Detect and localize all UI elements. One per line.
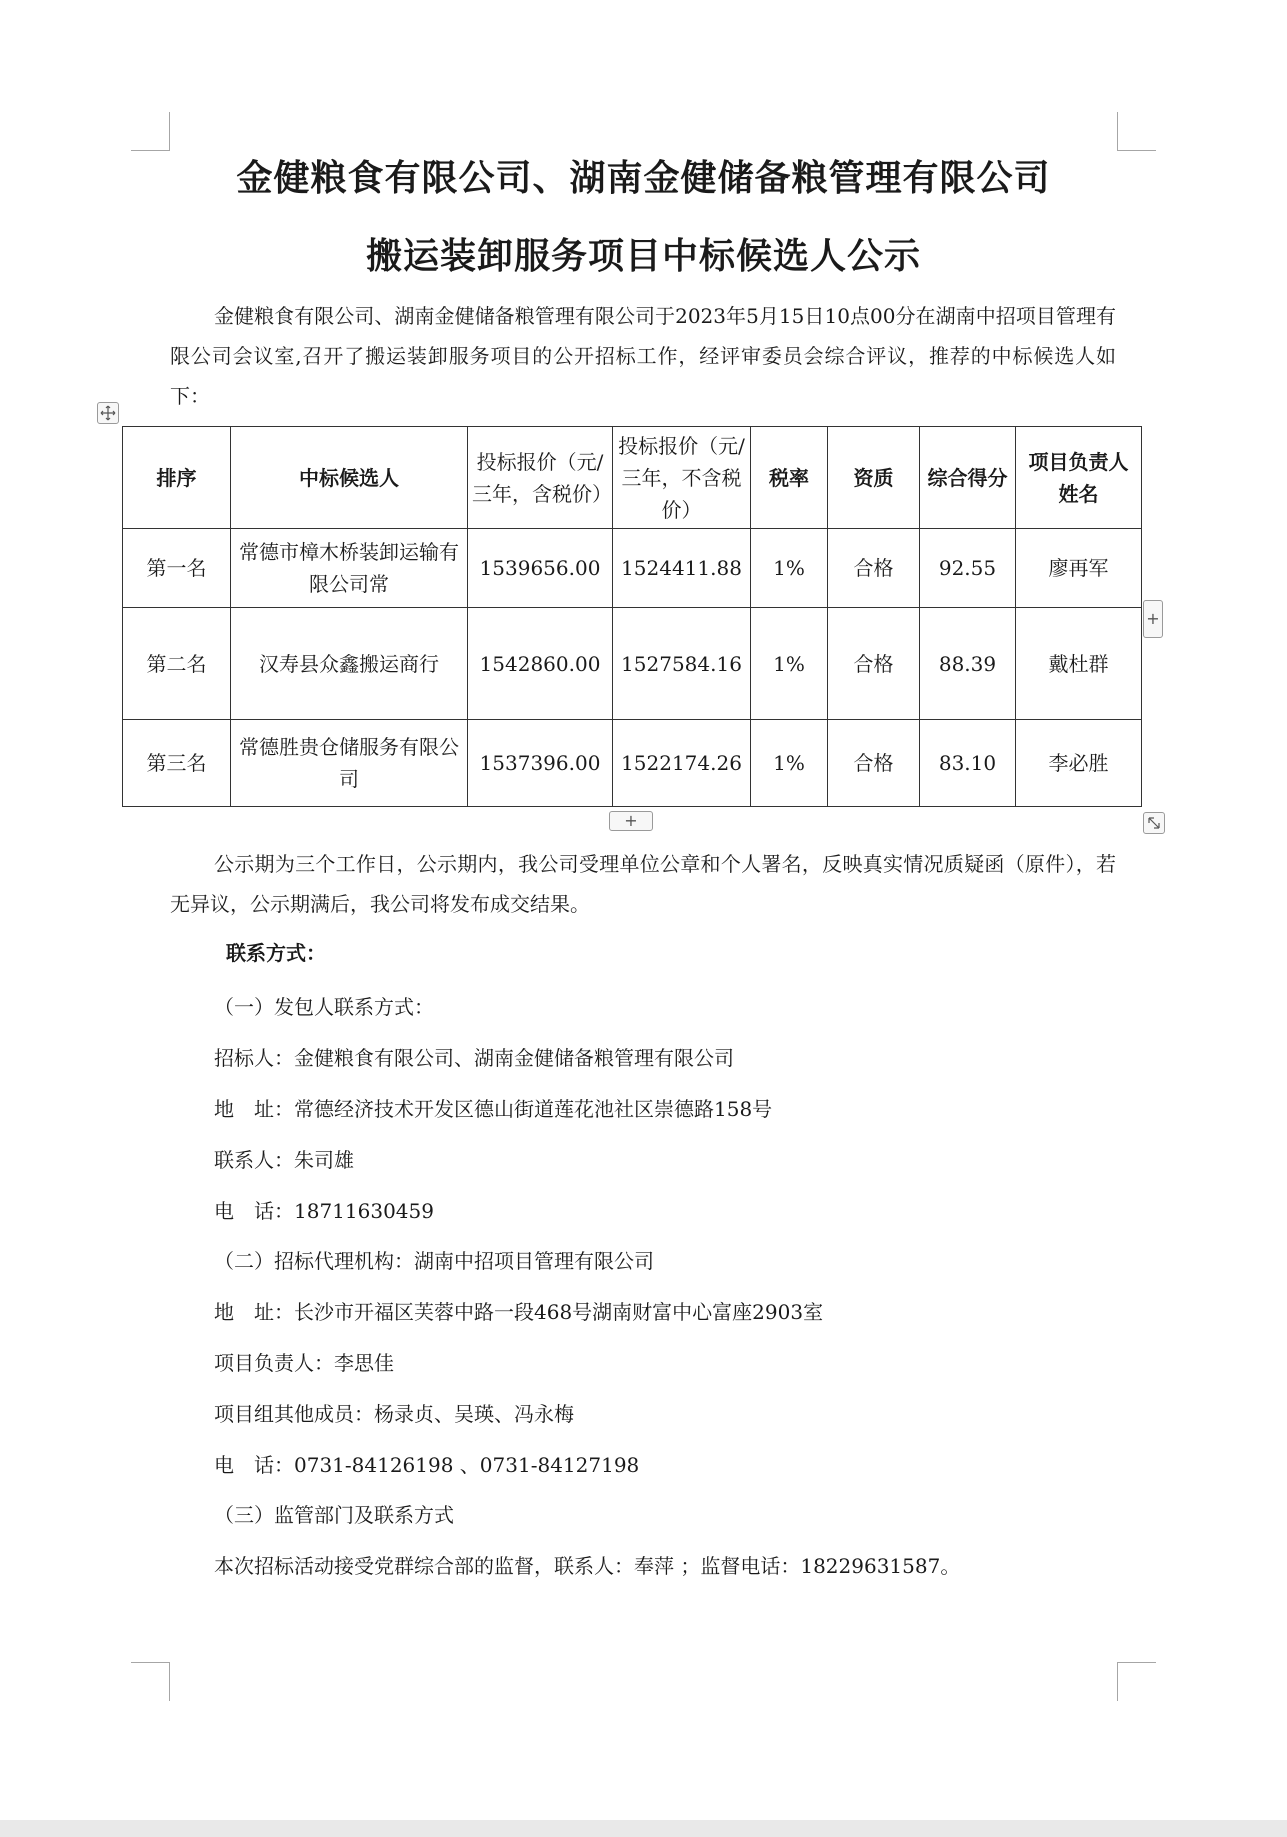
cell-score: 83.10 [920, 720, 1016, 807]
cell-rank: 第二名 [123, 608, 231, 720]
crop-mark-bottom-right [1117, 1662, 1156, 1701]
header-qualification: 资质 [828, 427, 920, 529]
address-2-line: 地 址：长沙市开福区芙蓉中路一段468号湖南财富中心富座2903室 [214, 1300, 824, 1324]
cell-candidate: 常德胜贵仓储服务有限公司 [231, 720, 468, 807]
phone-2-line: 电 话：0731-84126198 、0731-84127198 [214, 1453, 640, 1477]
cell-bid-tax-excl: 1527584.16 [613, 608, 751, 720]
cell-rank: 第一名 [123, 529, 231, 608]
cell-project-lead: 廖再军 [1016, 529, 1142, 608]
crop-mark-top-left [131, 112, 170, 151]
cell-bid-tax-excl: 1522174.26 [613, 720, 751, 807]
cell-score: 88.39 [920, 608, 1016, 720]
cell-score: 92.55 [920, 529, 1016, 608]
cell-qualification: 合格 [828, 608, 920, 720]
table-resize-handle[interactable] [1143, 812, 1165, 834]
cell-project-lead: 戴杜群 [1016, 608, 1142, 720]
cell-tax-rate: 1% [751, 720, 828, 807]
table-row [123, 720, 1142, 807]
crop-mark-top-right [1117, 112, 1156, 151]
table-row [123, 608, 1142, 720]
header-project-lead: 项目负责人姓名 [1016, 427, 1142, 529]
table-row [123, 529, 1142, 608]
cell-project-lead: 李必胜 [1016, 720, 1142, 807]
header-score: 综合得分 [920, 427, 1016, 529]
section-2-heading: （二）招标代理机构：湖南中招项目管理有限公司 [214, 1249, 654, 1273]
document-title-line2: 搬运装卸服务项目中标候选人公示 [365, 236, 921, 277]
cell-bid-tax-incl: 1537396.00 [468, 720, 613, 807]
document-title-line1: 金健粮食有限公司、湖南金健储备粮管理有限公司 [236, 158, 1051, 199]
cell-bid-tax-excl: 1524411.88 [613, 529, 751, 608]
cell-qualification: 合格 [828, 529, 920, 608]
page-bottom-gutter [0, 1820, 1287, 1837]
cell-candidate: 常德市樟木桥装卸运输有限公司常 [231, 529, 468, 608]
header-tax-rate: 税率 [751, 427, 828, 529]
header-bid-tax-incl: 投标报价（元/三年，含税价） [468, 427, 613, 529]
cell-bid-tax-incl: 1539656.00 [468, 529, 613, 608]
header-candidate: 中标候选人 [231, 427, 468, 529]
section-3-heading: （三）监管部门及联系方式 [214, 1503, 454, 1527]
contact-heading: 联系方式： [226, 941, 326, 965]
candidate-table[interactable] [122, 426, 1142, 807]
add-row-button[interactable]: + [609, 811, 653, 831]
cell-qualification: 合格 [828, 720, 920, 807]
phone-1-line: 电 话：18711630459 [214, 1199, 434, 1223]
cell-rank: 第三名 [123, 720, 231, 807]
address-1-line: 地 址：常德经济技术开发区德山街道莲花池社区崇德路158号 [214, 1097, 773, 1121]
team-members-line: 项目组其他成员：杨录贞、吴瑛、冯永梅 [214, 1402, 574, 1426]
contact-person-line: 联系人：朱司雄 [214, 1148, 354, 1172]
header-rank: 排序 [123, 427, 231, 529]
cell-candidate: 汉寿县众鑫搬运商行 [231, 608, 468, 720]
crop-mark-bottom-left [131, 1662, 170, 1701]
notice-paragraph: 公示期为三个工作日，公示期内，我公司受理单位公章和个人署名，反映真实情况质疑函（原件），若无异议，公示期满后，我公司将发布成交结果。 [170, 852, 1116, 916]
move-icon [100, 405, 116, 421]
tenderer-line: 招标人：金健粮食有限公司、湖南金健储备粮管理有限公司 [214, 1046, 734, 1070]
intro-paragraph: 金健粮食有限公司、湖南金健储备粮管理有限公司于2023年5月15日10点00分在湖南中招项目管理有限公司会议室,召开了搬运装卸服务项目的公开招标工作，经评审委员会综合评议，推荐的中标候选人如下： [170, 304, 1116, 408]
resize-icon [1146, 815, 1162, 831]
header-bid-tax-excl: 投标报价（元/三年，不含税价） [613, 427, 751, 529]
supervision-line: 本次招标活动接受党群综合部的监督，联系人：奉萍 ；监督电话：18229631587。 [214, 1554, 961, 1578]
project-lead-line: 项目负责人：李思佳 [214, 1351, 394, 1375]
table-header-row [123, 427, 1142, 529]
cell-tax-rate: 1% [751, 529, 828, 608]
cell-tax-rate: 1% [751, 608, 828, 720]
cell-bid-tax-incl: 1542860.00 [468, 608, 613, 720]
section-1-heading: （一）发包人联系方式： [214, 995, 434, 1019]
table-move-handle[interactable] [97, 402, 119, 424]
add-column-button[interactable]: + [1143, 600, 1163, 638]
